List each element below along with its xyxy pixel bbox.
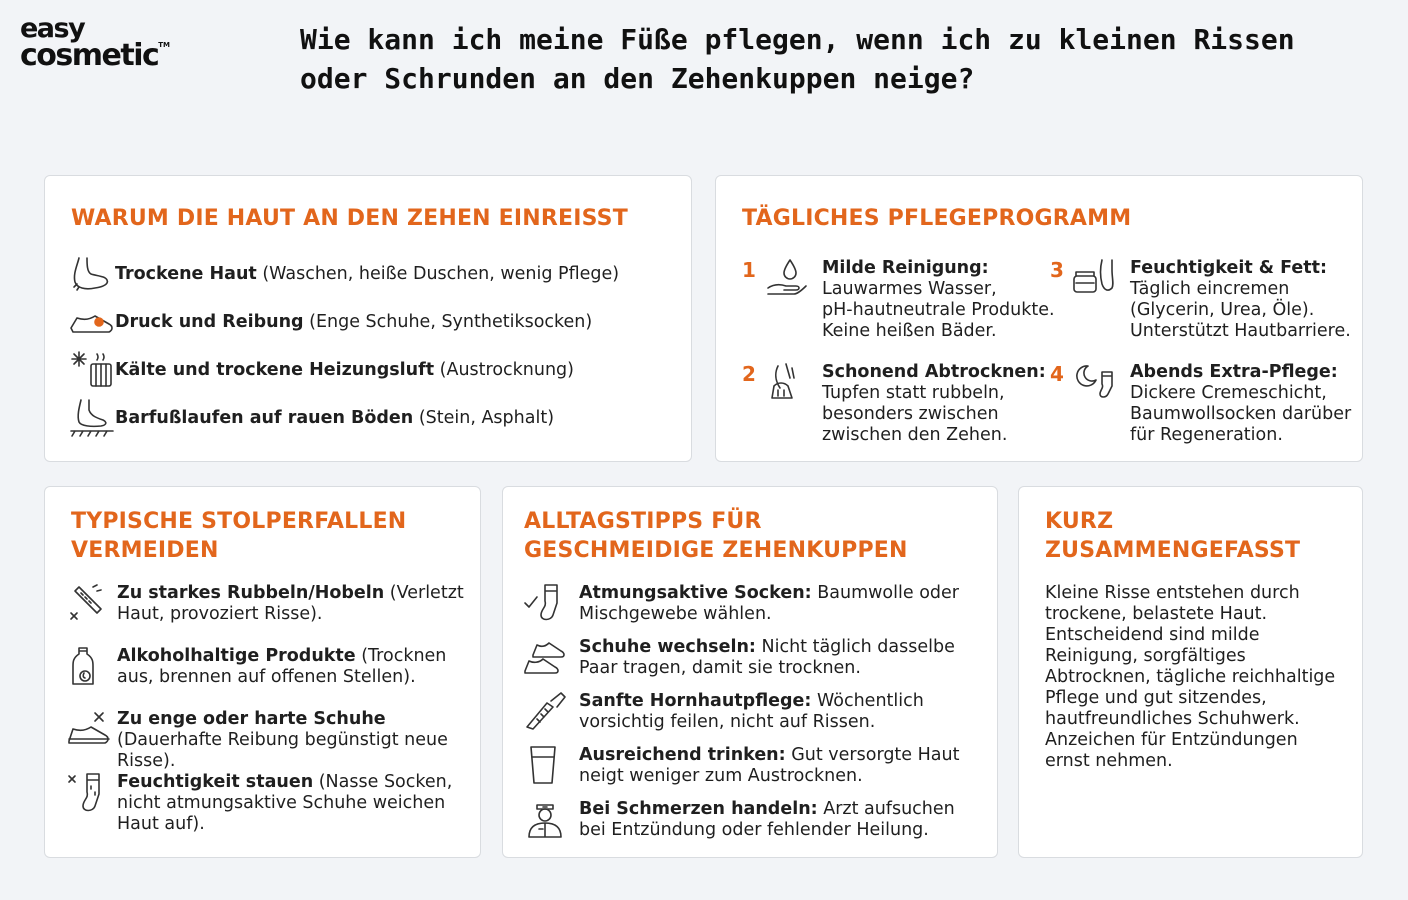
step-text bbox=[1130, 362, 1351, 446]
card-causes bbox=[44, 175, 692, 462]
tip-text bbox=[579, 637, 983, 679]
step-text bbox=[822, 258, 1055, 342]
tips-title-line1: ALLTAGSTIPPS FÜR bbox=[524, 509, 762, 534]
step-bold: Schonend Abtrocknen: bbox=[822, 362, 1046, 382]
cause-item bbox=[69, 350, 574, 390]
cause-item bbox=[69, 254, 619, 294]
cause-item bbox=[69, 302, 592, 342]
pitfalls-title-line2: VERMEIDEN bbox=[71, 538, 219, 563]
cause-text bbox=[115, 408, 554, 429]
step-line: Tupfen statt rubbeln, bbox=[822, 383, 1005, 403]
brand-line2-text: cosmetic bbox=[20, 37, 159, 73]
tips-title bbox=[524, 507, 908, 565]
tip-item bbox=[523, 691, 983, 733]
foot-icon bbox=[69, 254, 115, 294]
summary-line: Pflege und gut sitzendes, bbox=[1045, 688, 1267, 708]
wet-sock-icon bbox=[67, 772, 113, 812]
shoes-icon bbox=[523, 637, 569, 677]
summary-line: Reinigung, sorgfältiges bbox=[1045, 646, 1246, 666]
tip-bold: Schuhe wechseln: bbox=[579, 637, 756, 657]
shoe-friction-icon bbox=[69, 302, 115, 342]
pitfall-item bbox=[67, 583, 467, 625]
cause-rest: (Austrocknung) bbox=[434, 360, 574, 380]
step-line: pH-hautneutrale Produkte. bbox=[822, 300, 1055, 320]
cause-rest: (Waschen, heiße Duschen, wenig Pflege) bbox=[256, 264, 620, 284]
step-bold: Milde Reinigung: bbox=[822, 258, 989, 278]
tip-rest: Wöchentlich vorsichtig feilen, nicht auf Rissen. bbox=[579, 691, 924, 732]
causes-title: WARUM DIE HAUT AN DEN ZEHEN EINREISST bbox=[71, 206, 628, 231]
step-line: Unterstützt Hautbarriere. bbox=[1130, 321, 1351, 341]
cause-bold: Druck und Reibung bbox=[115, 312, 304, 332]
brand-logo bbox=[20, 13, 171, 73]
pitfalls-title-line1: TYPISCHE STOLPERFALLEN bbox=[71, 509, 407, 534]
tip-bold: Ausreichend trinken: bbox=[579, 745, 786, 765]
tip-item bbox=[523, 583, 983, 625]
summary-line: hautfreundliches Schuhwerk. bbox=[1045, 709, 1300, 729]
tip-bold: Atmungsaktive Socken: bbox=[579, 583, 812, 603]
pitfalls-title bbox=[71, 507, 406, 565]
routine-step bbox=[1050, 362, 1351, 446]
pitfall-bold: Alkoholhaltige Produkte bbox=[117, 646, 356, 666]
step-line: Dickere Cremeschicht, bbox=[1130, 383, 1327, 403]
step-number: 3 bbox=[1050, 258, 1064, 282]
step-line: Keine heißen Bäder. bbox=[822, 321, 997, 341]
routine-title: TÄGLICHES PFLEGEPROGRAMM bbox=[742, 206, 1132, 231]
tip-text bbox=[579, 583, 983, 625]
pitfall-text bbox=[117, 709, 467, 772]
tip-bold: Bei Schmerzen handeln: bbox=[579, 799, 818, 819]
tip-rest: Nicht täglich dasselbe Paar tragen, damit sie trocknen. bbox=[579, 637, 955, 678]
alcohol-bottle-icon bbox=[67, 646, 113, 686]
cause-item bbox=[69, 398, 554, 438]
tight-shoe-icon bbox=[67, 709, 113, 749]
page-title-line1: Wie kann ich meine Füße pflegen, wenn ich zu kleinen Rissen bbox=[300, 23, 1295, 56]
step-number: 2 bbox=[742, 362, 756, 386]
step-bold: Abends Extra-Pflege: bbox=[1130, 362, 1338, 382]
cause-rest: (Enge Schuhe, Synthetiksocken) bbox=[303, 312, 593, 332]
tips-title-line2: GESCHMEIDIGE ZEHENKUPPEN bbox=[524, 538, 908, 563]
routine-step bbox=[742, 362, 1046, 446]
summary-line: ernst nehmen. bbox=[1045, 751, 1173, 771]
pitfall-item bbox=[67, 709, 467, 772]
cause-text bbox=[115, 360, 574, 381]
cause-bold: Barfußlaufen auf rauen Böden bbox=[115, 408, 414, 428]
step-number: 1 bbox=[742, 258, 756, 282]
cause-text bbox=[115, 264, 619, 285]
cause-bold: Trockene Haut bbox=[115, 264, 257, 284]
pitfall-rest: (Verletzt Haut, provoziert Risse). bbox=[117, 583, 464, 624]
pitfall-item bbox=[67, 772, 467, 835]
brand-line2 bbox=[20, 37, 171, 73]
step-line: Lauwarmes Wasser, bbox=[822, 279, 997, 299]
pitfall-rest: (Trocknen aus, brennen auf offenen Stellen). bbox=[117, 646, 447, 687]
tip-text bbox=[579, 691, 983, 733]
summary-title-line1: KURZ bbox=[1045, 509, 1114, 534]
cold-heater-icon bbox=[69, 350, 115, 390]
tip-item bbox=[523, 799, 983, 841]
summary-line: Kleine Risse entstehen durch bbox=[1045, 583, 1300, 603]
step-line: für Regeneration. bbox=[1130, 425, 1283, 445]
summary-text bbox=[1045, 583, 1335, 772]
sock-check-icon bbox=[523, 583, 569, 623]
water-glass-icon bbox=[523, 745, 569, 785]
tip-item bbox=[523, 745, 983, 787]
card-tips bbox=[502, 486, 998, 858]
pitfall-bold: Zu starkes Rubbeln/Hobeln bbox=[117, 583, 385, 603]
summary-line: Anzeichen für Entzündungen bbox=[1045, 730, 1298, 750]
foot-file-icon bbox=[523, 691, 569, 731]
step-text bbox=[822, 362, 1046, 446]
towel-hand-icon bbox=[764, 362, 810, 402]
summary-line: trockene, belastete Haut. bbox=[1045, 604, 1268, 624]
summary-title-line2: ZUSAMMENGEFASST bbox=[1045, 538, 1301, 563]
card-pitfalls bbox=[44, 486, 481, 858]
cream-jar-foot-icon bbox=[1072, 258, 1118, 298]
tip-bold: Sanfte Hornhautpflege: bbox=[579, 691, 812, 711]
tip-rest: Baumwolle oder Mischgewebe wählen. bbox=[579, 583, 959, 624]
pitfall-rest: (Dauerhafte Reibung begünstigt neue Risse). bbox=[117, 730, 448, 771]
pitfall-text bbox=[117, 583, 467, 625]
doctor-icon bbox=[523, 799, 569, 839]
step-number: 4 bbox=[1050, 362, 1064, 386]
summary-line: Entscheidend sind milde bbox=[1045, 625, 1260, 645]
pitfall-text bbox=[117, 646, 467, 688]
card-routine bbox=[715, 175, 1363, 462]
brand-tm: TM bbox=[158, 40, 171, 49]
pitfall-bold: Zu enge oder harte Schuhe bbox=[117, 709, 386, 729]
routine-step bbox=[1050, 258, 1351, 342]
file-rasp-icon bbox=[67, 583, 113, 623]
summary-title bbox=[1045, 507, 1300, 565]
routine-step bbox=[742, 258, 1055, 342]
moon-sock-icon bbox=[1072, 362, 1118, 402]
pitfall-bold: Feuchtigkeit stauen bbox=[117, 772, 314, 792]
pitfall-text bbox=[117, 772, 467, 835]
step-line: Baumwollsocken darüber bbox=[1130, 404, 1352, 424]
barefoot-ground-icon bbox=[69, 398, 115, 438]
step-line: (Glycerin, Urea, Öle). bbox=[1130, 300, 1315, 320]
cause-text bbox=[115, 312, 592, 333]
tip-item bbox=[523, 637, 983, 679]
step-line: Täglich eincremen bbox=[1130, 279, 1290, 299]
card-summary bbox=[1018, 486, 1363, 858]
tip-rest: Arzt aufsuchen bei Entzündung oder fehlender Heilung. bbox=[579, 799, 955, 840]
pitfall-rest: (Nasse Socken, nicht atmungsaktive Schuhe weichen Haut auf). bbox=[117, 772, 453, 834]
step-bold: Feuchtigkeit & Fett: bbox=[1130, 258, 1327, 278]
tip-rest: Gut versorgte Haut neigt weniger zum Austrocknen. bbox=[579, 745, 960, 786]
cause-rest: (Stein, Asphalt) bbox=[413, 408, 555, 428]
page-title bbox=[300, 20, 1300, 98]
step-line: besonders zwischen bbox=[822, 404, 999, 424]
page-title-line2: oder Schrunden an den Zehenkuppen neige? bbox=[300, 62, 975, 95]
pitfall-item bbox=[67, 646, 467, 688]
water-drop-hand-icon bbox=[764, 258, 810, 298]
tip-text bbox=[579, 745, 983, 787]
brand-line1: easy bbox=[20, 13, 85, 44]
summary-line: Abtrocknen, tägliche reichhaltige bbox=[1045, 667, 1336, 687]
cause-bold: Kälte und trockene Heizungsluft bbox=[115, 360, 435, 380]
step-line: zwischen den Zehen. bbox=[822, 425, 1008, 445]
step-text bbox=[1130, 258, 1351, 342]
tip-text bbox=[579, 799, 983, 841]
